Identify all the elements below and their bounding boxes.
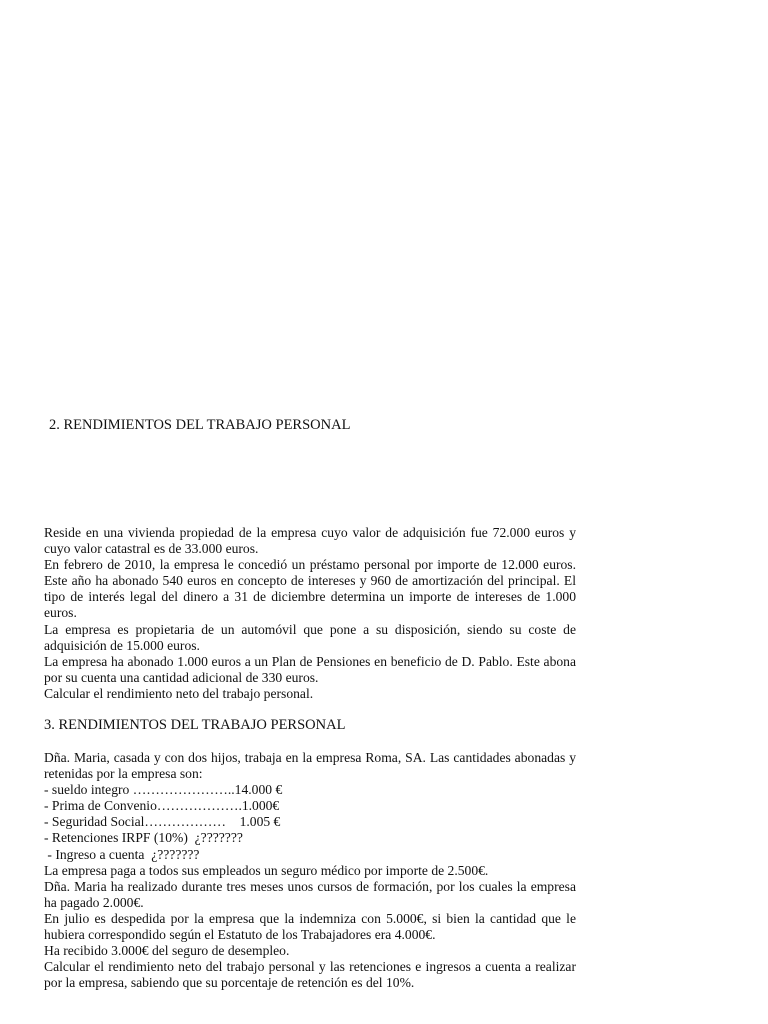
list-item-retenciones: - Retenciones IRPF (10%) ¿???????: [44, 830, 243, 846]
section-2-heading: 2. RENDIMIENTOS DEL TRABAJO PERSONAL: [49, 417, 351, 433]
list-item-seguridad-social: - Seguridad Social……………… 1.005 €: [44, 814, 281, 830]
section-3-heading: 3. RENDIMIENTOS DEL TRABAJO PERSONAL: [44, 717, 346, 733]
paragraph-despido: En julio es despedida por la empresa que la indemniza con 5.000€, si bien la cantidad que le hubiera correspondido según el Estatuto de los Trabajadores era 4.000€.: [44, 910, 576, 943]
paragraph-prestamo: En febrero de 2010, la empresa le concedió un préstamo personal por importe de 12.000 euros. Este año ha abonado 540 euros en concepto de intereses y 960 de amortización del principal. El tipo de interés legal del dinero a 31 de diciembre determina un importe de intereses de 1.000 euros.: [44, 557, 576, 621]
list-item-prima: - Prima de Convenio……………….1.000€: [44, 798, 280, 814]
paragraph-calcular: Calcular el rendimiento neto del trabajo personal.: [44, 685, 314, 701]
paragraph-cursos: Dña. Maria ha realizado durante tres meses unos cursos de formación, por los cuales la empresa ha pagado 2.000€.: [44, 878, 576, 910]
paragraph-vivienda: Reside en una vivienda propiedad de la empresa cuyo valor de adquisición fue 72.000 euros y cuyo valor catastral es de 33.000 euros.: [44, 525, 576, 557]
list-item-ingreso-cuenta: - Ingreso a cuenta ¿???????: [44, 846, 200, 862]
paragraph-intro: Dña. Maria, casada y con dos hijos, trabaja en la empresa Roma, SA. Las cantidades abonadas y retenidas por la empresa son:: [44, 750, 576, 782]
paragraph-seguro-medico: La empresa paga a todos sus empleados un seguro médico por importe de 2.500€.: [44, 862, 489, 878]
section-3-body: [44, 750, 576, 991]
paragraph-automovil: La empresa es propietaria de un automóvil que pone a su disposición, siendo su coste de adquisición de 15.000 euros.: [44, 621, 576, 653]
paragraph-plan-pensiones: La empresa ha abonado 1.000 euros a un Plan de Pensiones en beneficio de D. Pablo. Este abona por su cuenta una cantidad adicional de 330 euros.: [44, 653, 576, 685]
list-item-sueldo: - sueldo integro …………………..14.000 €: [44, 782, 283, 798]
section-2-body: [44, 525, 576, 702]
paragraph-calcular-retenciones: Calcular el rendimiento neto del trabajo personal y las retenciones e ingresos a cuenta a realizar por la empresa, sabiendo que su porcentaje de retención es del 10%.: [44, 959, 576, 991]
paragraph-desempleo: Ha recibido 3.000€ del seguro de desempleo.: [44, 943, 290, 959]
